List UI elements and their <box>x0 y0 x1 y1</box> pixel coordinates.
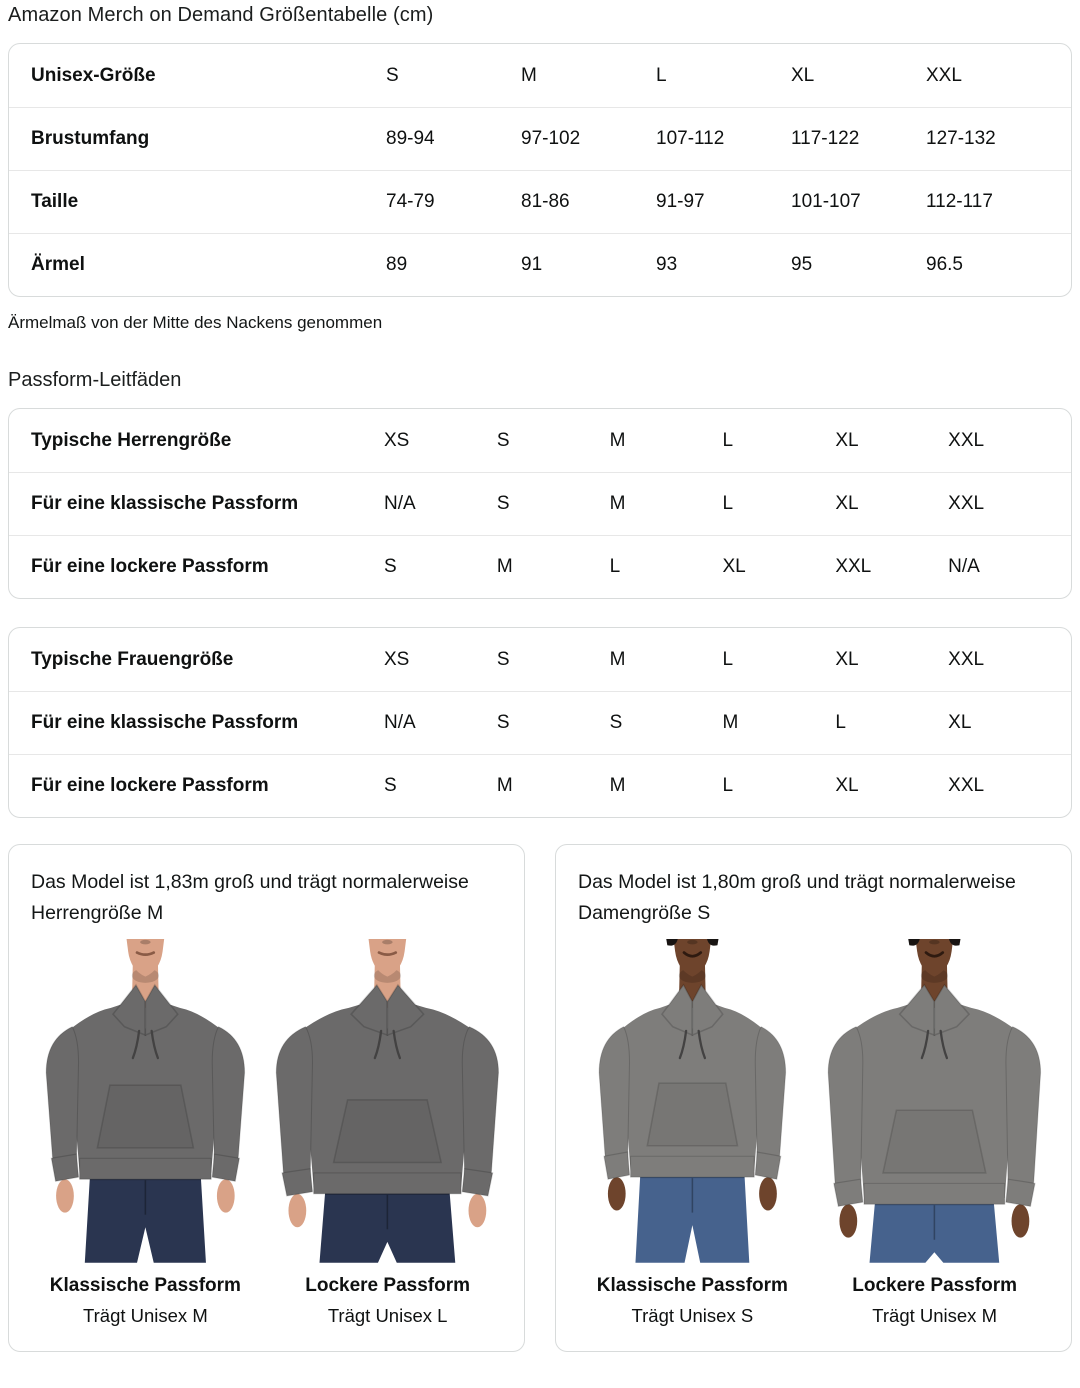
size-cell: M <box>722 712 739 733</box>
fit-caption: Klassische Passform <box>596 1274 788 1296</box>
size-cell: M <box>521 64 537 86</box>
model-figure <box>818 939 1051 1327</box>
female-loose-fit-photo <box>818 939 1051 1269</box>
size-cell: XL <box>835 775 859 796</box>
table-row <box>9 535 1071 598</box>
row-label: Typische Herrengröße <box>31 429 232 451</box>
size-cell: L <box>722 648 734 670</box>
mens-fit-table <box>8 408 1072 599</box>
size-cell: XS <box>384 648 410 670</box>
size-cell: L <box>722 493 734 514</box>
size-cell: M <box>609 429 626 451</box>
size-cell: 81-86 <box>521 191 570 212</box>
size-cell: 97-102 <box>521 128 581 149</box>
size-cell: XL <box>722 556 746 577</box>
size-cell: XS <box>384 429 410 451</box>
size-cell: XL <box>835 648 859 670</box>
model-figure <box>29 939 262 1327</box>
size-cell: XXL <box>948 775 985 796</box>
size-cell: M <box>496 775 513 796</box>
size-cell: 96.5 <box>926 254 963 275</box>
fit-caption: Lockere Passform <box>305 1274 470 1296</box>
table-row <box>9 170 1071 233</box>
model-cards <box>8 844 1072 1352</box>
mens-model-card <box>8 844 525 1352</box>
table-row <box>9 233 1071 296</box>
female-classic-fit-photo <box>576 939 809 1269</box>
table-row <box>9 44 1071 107</box>
size-cell: S <box>496 712 510 733</box>
fit-guides-heading: Passform-Leitfäden <box>8 369 182 391</box>
size-cell: XXL <box>948 648 985 670</box>
size-cell: 93 <box>656 254 678 275</box>
size-cell: L <box>835 712 846 733</box>
row-label: Ärmel <box>31 254 85 275</box>
size-cell: 95 <box>791 254 813 275</box>
size-cell: L <box>722 775 734 796</box>
table-row <box>9 107 1071 170</box>
size-cell: S <box>496 648 510 670</box>
size-cell: M <box>609 493 626 514</box>
table-gap <box>8 599 1072 627</box>
size-cell: 89 <box>386 254 408 275</box>
size-cell: S <box>496 493 510 514</box>
fit-size: Trägt Unisex M <box>872 1304 997 1326</box>
size-cell: 91-97 <box>656 191 705 212</box>
table-row <box>9 409 1071 472</box>
row-label: Für eine klassische Passform <box>31 493 299 514</box>
size-cell: M <box>496 556 513 577</box>
size-cell: 112-117 <box>926 191 993 212</box>
row-label: Taille <box>31 191 79 212</box>
mens-figures <box>29 939 504 1327</box>
size-cell: L <box>722 429 734 451</box>
size-cell: 89-94 <box>386 128 435 149</box>
row-label: Für eine lockere Passform <box>31 556 269 577</box>
womens-model-intro: Das Model ist 1,80m groß und trägt normalerweise Damengröße S <box>578 871 1016 924</box>
size-cell: N/A <box>384 712 416 733</box>
size-cell: XXL <box>835 556 872 577</box>
size-cell: S <box>496 429 510 451</box>
table-row <box>9 628 1071 691</box>
row-label: Brustumfang <box>31 128 150 149</box>
unisex-size-table <box>8 43 1072 297</box>
size-cell: 101-107 <box>791 191 861 212</box>
size-cell: XL <box>835 429 859 451</box>
size-cell: 74-79 <box>386 191 435 212</box>
size-cell: S <box>384 556 397 577</box>
model-figure <box>576 939 809 1327</box>
table-row <box>9 691 1071 754</box>
mens-model-intro: Das Model ist 1,83m groß und trägt normalerweise Herrengröße M <box>31 871 469 924</box>
male-classic-fit-photo <box>29 939 262 1269</box>
row-label: Für eine lockere Passform <box>31 775 269 796</box>
size-cell: L <box>609 556 621 577</box>
page-title: Amazon Merch on Demand Größentabelle (cm) <box>8 4 434 26</box>
size-cell: S <box>386 64 399 86</box>
row-label: Für eine klassische Passform <box>31 712 299 733</box>
size-cell: N/A <box>384 493 416 514</box>
size-cell: N/A <box>948 556 980 577</box>
womens-figures <box>576 939 1051 1327</box>
size-cell: L <box>656 64 667 86</box>
womens-model-card <box>555 844 1072 1352</box>
fit-size: Trägt Unisex M <box>83 1304 208 1326</box>
size-cell: XL <box>835 493 859 514</box>
row-label: Unisex-Größe <box>31 64 156 86</box>
size-cell: XXL <box>926 64 962 86</box>
size-cell: 107-112 <box>656 128 725 149</box>
fit-caption: Klassische Passform <box>49 1274 241 1296</box>
size-cell: XL <box>791 64 815 86</box>
row-label: Typische Frauengröße <box>31 648 234 670</box>
size-cell: XXL <box>948 429 985 451</box>
fit-size: Trägt Unisex S <box>631 1304 754 1326</box>
size-cell: 91 <box>521 254 543 275</box>
size-cell: XXL <box>948 493 985 514</box>
womens-fit-table <box>8 627 1072 818</box>
size-cell: S <box>384 775 397 796</box>
size-cell: M <box>609 775 626 796</box>
male-loose-fit-photo <box>271 939 504 1269</box>
fit-caption: Lockere Passform <box>852 1274 1017 1296</box>
size-cell: 117-122 <box>791 128 860 149</box>
model-figure <box>271 939 504 1327</box>
size-cell: M <box>609 648 626 670</box>
table-row <box>9 472 1071 535</box>
fit-size: Trägt Unisex L <box>327 1304 448 1326</box>
sleeve-measure-note: Ärmelmaß von der Mitte des Nackens genommen <box>8 313 383 332</box>
table-row <box>9 754 1071 817</box>
size-cell: S <box>609 712 623 733</box>
size-cell: XL <box>948 712 972 733</box>
size-cell: 127-132 <box>926 128 996 149</box>
